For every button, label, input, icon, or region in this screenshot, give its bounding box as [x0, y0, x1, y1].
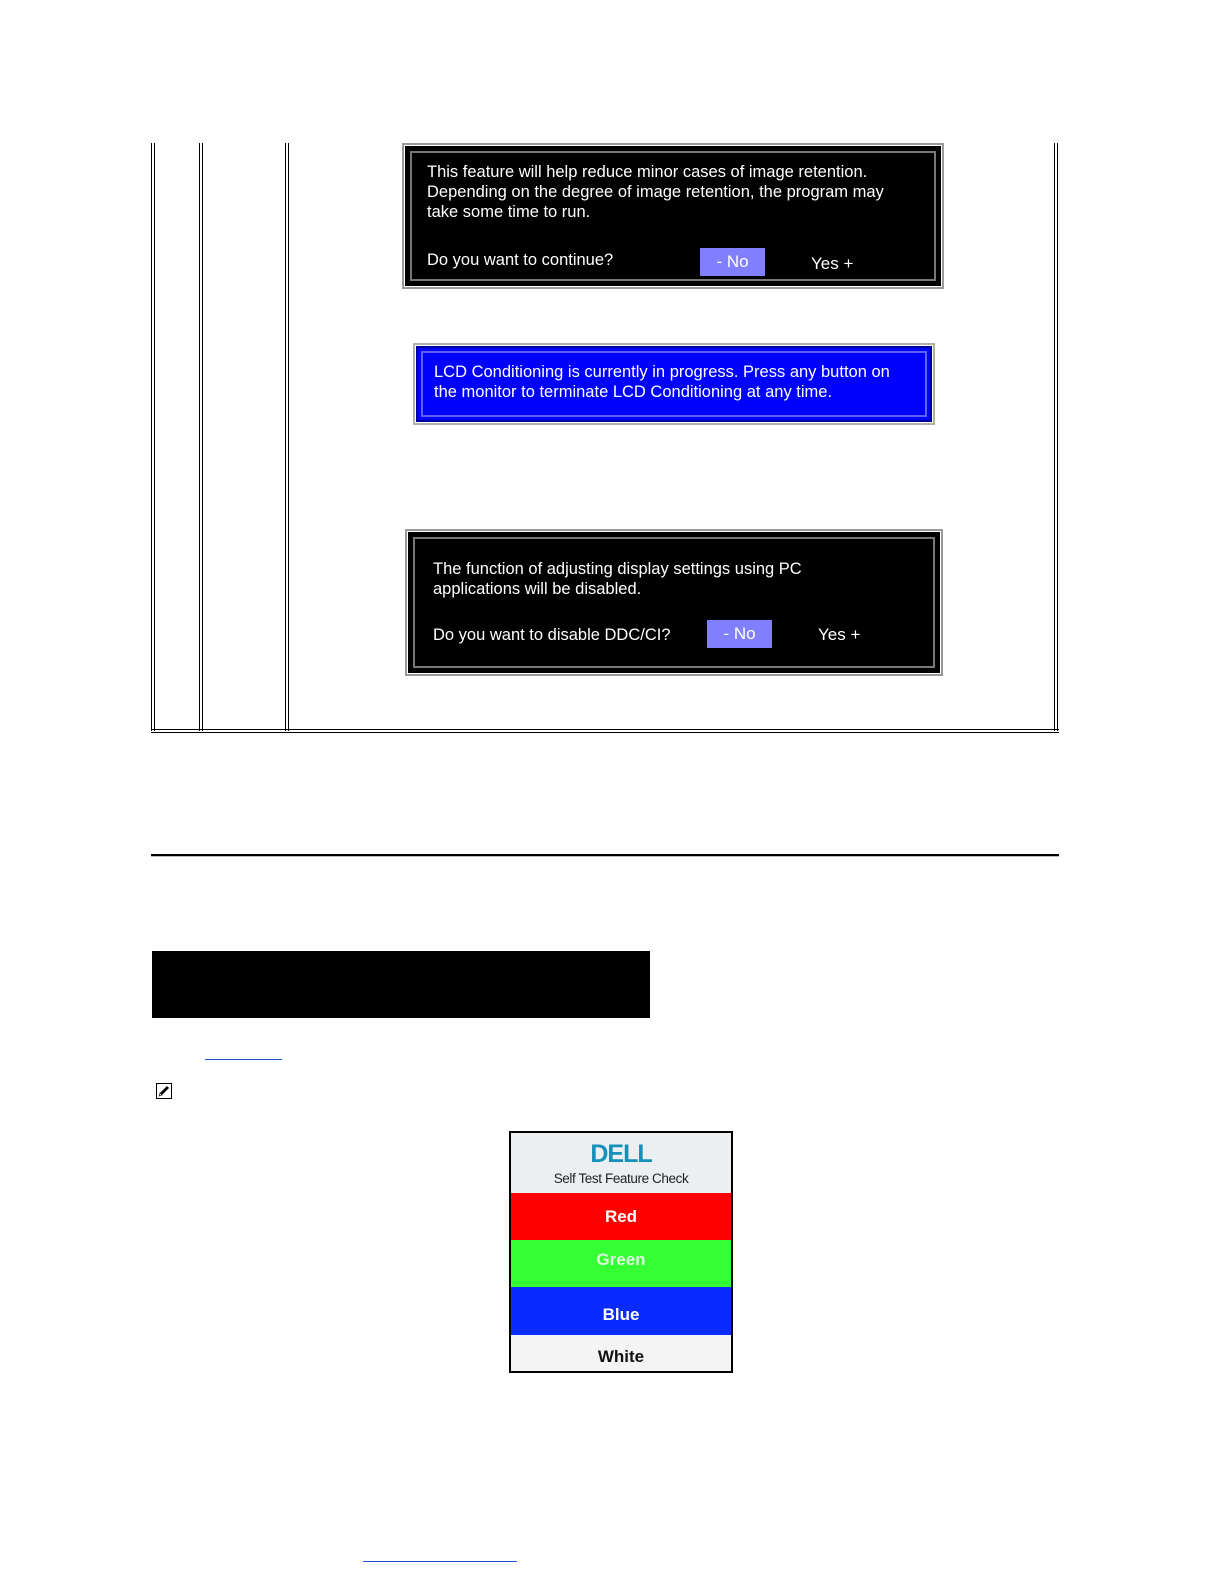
yes-button[interactable]: Yes + — [811, 254, 854, 273]
ddc-question: Do you want to disable DDC/CI? — [433, 626, 671, 644]
table-border-left — [151, 143, 152, 731]
note-pencil-icon — [156, 1083, 172, 1099]
lcd-conditioning-progress-dialog — [416, 346, 932, 422]
link-underline[interactable] — [205, 1059, 282, 1060]
progress-message: LCD Conditioning is currently in progress. Press any button on the monitor to terminate LCD Conditioning at any time. — [434, 363, 890, 401]
continue-message: This feature will help reduce minor cases of image retention. Depending on the degree of image retention, the program may take some time to run. — [427, 163, 884, 221]
table-bottom-border — [151, 729, 1059, 730]
table-bottom-border — [151, 732, 1059, 733]
yes-button[interactable]: Yes + — [818, 625, 861, 644]
section-divider — [151, 854, 1059, 857]
table-column-divider — [285, 143, 286, 731]
table-column-divider — [199, 143, 200, 731]
continue-dialog — [405, 146, 941, 286]
self-test-header — [511, 1133, 731, 1193]
no-button[interactable]: - No — [707, 620, 772, 648]
red-band: Red — [511, 1193, 731, 1240]
no-button[interactable]: - No — [700, 248, 765, 276]
green-band: Green — [511, 1240, 731, 1287]
blue-band: Blue — [511, 1287, 731, 1335]
table-border-right — [1054, 143, 1055, 731]
white-band: White — [511, 1335, 731, 1373]
ddc-message: The function of adjusting display settings using PC applications will be disabled. — [433, 560, 802, 598]
section-heading-bar — [152, 951, 650, 1018]
self-test-feature-check — [509, 1131, 733, 1373]
self-test-title: Self Test Feature Check — [553, 1171, 689, 1186]
link-underline[interactable] — [363, 1561, 517, 1562]
dell-logo: DELL — [590, 1140, 652, 1168]
continue-question: Do you want to continue? — [427, 251, 614, 269]
ddc-ci-dialog — [408, 532, 940, 673]
